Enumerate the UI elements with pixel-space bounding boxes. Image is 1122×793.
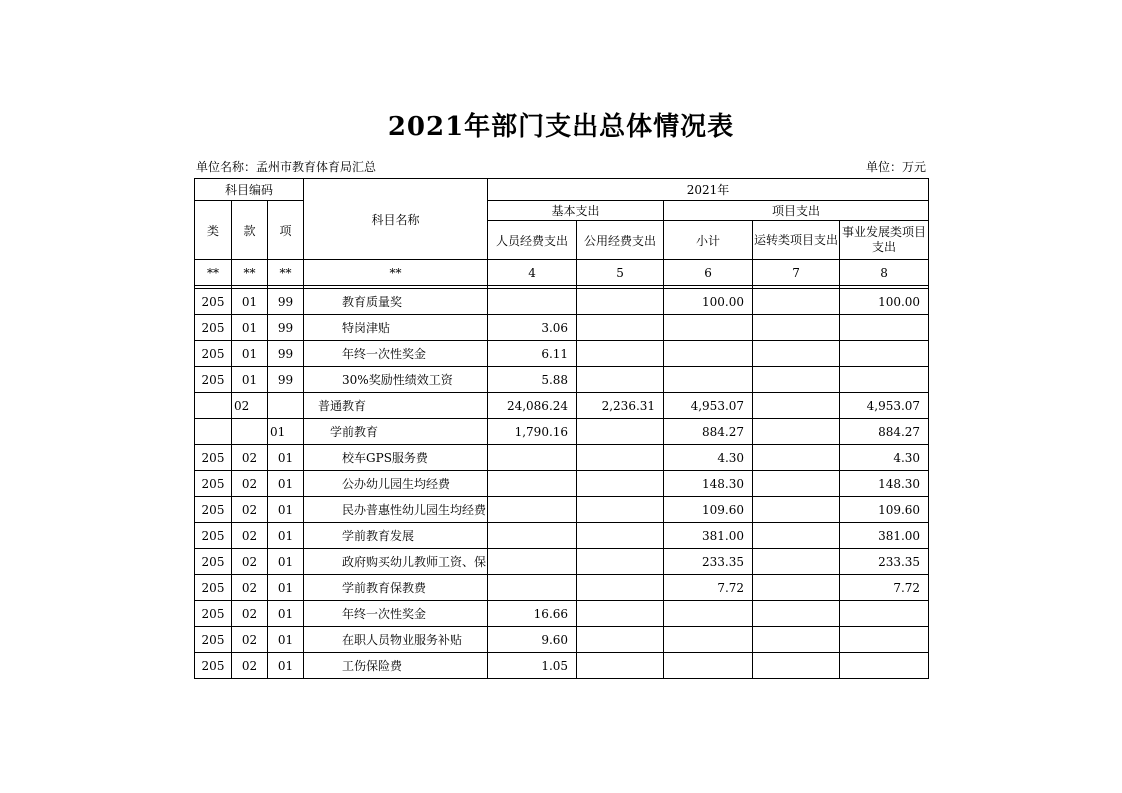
cell-xiang: 01: [268, 549, 304, 575]
cell-personnel: 6.11: [488, 341, 577, 367]
cell-transfer: [753, 627, 840, 653]
cell-public: [577, 549, 664, 575]
cell-transfer: [753, 471, 840, 497]
cell-subject-name: 工伤保险费: [304, 653, 488, 679]
cell-transfer: [753, 653, 840, 679]
cell-subtotal: 109.60: [664, 497, 753, 523]
cell-public: [577, 627, 664, 653]
table-row: [195, 393, 929, 419]
header-kuan: 款: [232, 201, 268, 260]
cell-kuan: 02: [232, 575, 268, 601]
table-row: [195, 341, 929, 367]
table-row: [195, 445, 929, 471]
cell-subject-name: 公办幼儿园生均经费: [304, 471, 488, 497]
cell-kuan: 01: [232, 341, 268, 367]
marker-cell: **: [195, 260, 232, 286]
cell-kuan: 02: [232, 653, 268, 679]
cell-subtotal: [664, 315, 753, 341]
cell-subtotal: 7.72: [664, 575, 753, 601]
cell-development: 4.30: [840, 445, 929, 471]
header-basic: 基本支出: [488, 201, 664, 221]
marker-cell: 5: [577, 260, 664, 286]
cell-subtotal: [664, 341, 753, 367]
cell-personnel: 9.60: [488, 627, 577, 653]
cell-lei: [195, 419, 232, 445]
cell-subtotal: 4.30: [664, 445, 753, 471]
cell-xiang: 01: [268, 523, 304, 549]
marker-cell: 6: [664, 260, 753, 286]
cell-subtotal: 233.35: [664, 549, 753, 575]
header-development: 事业发展类项目支出: [840, 221, 929, 260]
cell-public: 2,236.31: [577, 393, 664, 419]
cell-subject-name: 年终一次性奖金: [304, 341, 488, 367]
cell-transfer: [753, 315, 840, 341]
table-row: [195, 549, 929, 575]
table-row: [195, 601, 929, 627]
cell-xiang: 01: [268, 601, 304, 627]
cell-subject-name: 普通教育: [304, 393, 488, 419]
header-year: 2021年: [488, 179, 929, 201]
cell-personnel: [488, 289, 577, 315]
header-subject-name: 科目名称: [304, 179, 488, 260]
cell-transfer: [753, 367, 840, 393]
cell-personnel: [488, 471, 577, 497]
cell-xiang: 99: [268, 289, 304, 315]
cell-personnel: [488, 497, 577, 523]
cell-subtotal: [664, 627, 753, 653]
cell-xiang: 99: [268, 367, 304, 393]
cell-xiang: 01: [268, 653, 304, 679]
cell-lei: 205: [195, 601, 232, 627]
cell-subject-name: 特岗津贴: [304, 315, 488, 341]
cell-development: [840, 627, 929, 653]
cell-kuan: 01: [232, 289, 268, 315]
cell-public: [577, 445, 664, 471]
cell-transfer: [753, 549, 840, 575]
cell-transfer: [753, 289, 840, 315]
cell-development: [840, 315, 929, 341]
cell-lei: 205: [195, 653, 232, 679]
header-xiang: 项: [268, 201, 304, 260]
cell-lei: 205: [195, 497, 232, 523]
cell-kuan: 02: [232, 601, 268, 627]
cell-public: [577, 471, 664, 497]
cell-personnel: 1.05: [488, 653, 577, 679]
cell-transfer: [753, 497, 840, 523]
table-row: [195, 315, 929, 341]
marker-cell: 4: [488, 260, 577, 286]
unit-name-label: 单位名称：孟州市教育体育局汇总: [196, 160, 377, 174]
table-row: [195, 653, 929, 679]
cell-public: [577, 289, 664, 315]
cell-subject-name: 学前教育发展: [304, 523, 488, 549]
cell-subject-name: 在职人员物业服务补贴: [304, 627, 488, 653]
marker-row: [195, 260, 929, 286]
cell-kuan: 01: [232, 315, 268, 341]
header-lei: 类: [195, 201, 232, 260]
table-row: [195, 289, 929, 315]
table-row: [195, 627, 929, 653]
cell-subject-name: 年终一次性奖金: [304, 601, 488, 627]
cell-subtotal: 148.30: [664, 471, 753, 497]
cell-subject-name: 政府购买幼儿教师工资、保: [304, 549, 488, 575]
cell-subject-name: 学前教育保教费: [304, 575, 488, 601]
cell-development: 109.60: [840, 497, 929, 523]
expenditure-table: [194, 178, 929, 679]
table-row: [195, 471, 929, 497]
cell-public: [577, 315, 664, 341]
cell-public: [577, 523, 664, 549]
cell-lei: 205: [195, 575, 232, 601]
cell-transfer: [753, 419, 840, 445]
marker-cell: **: [232, 260, 268, 286]
cell-personnel: 24,086.24: [488, 393, 577, 419]
cell-personnel: [488, 575, 577, 601]
table-row: [195, 419, 929, 445]
cell-kuan: 02: [232, 627, 268, 653]
cell-subject-name: 30%奖励性绩效工资: [304, 367, 488, 393]
cell-public: [577, 653, 664, 679]
cell-transfer: [753, 523, 840, 549]
unit-label: 单位：万元: [865, 160, 926, 174]
cell-development: [840, 653, 929, 679]
cell-xiang: 01: [268, 419, 304, 445]
cell-xiang: 01: [268, 471, 304, 497]
table-row: [195, 523, 929, 549]
cell-xiang: 01: [268, 497, 304, 523]
cell-public: [577, 601, 664, 627]
cell-xiang: 01: [268, 445, 304, 471]
cell-lei: 205: [195, 341, 232, 367]
cell-kuan: 02: [232, 445, 268, 471]
cell-public: [577, 341, 664, 367]
cell-personnel: [488, 445, 577, 471]
cell-xiang: [268, 393, 304, 419]
cell-kuan: [232, 419, 268, 445]
table-row: [195, 497, 929, 523]
page-title: 2021年部门支出总体情况表: [387, 112, 735, 142]
cell-xiang: 99: [268, 315, 304, 341]
cell-transfer: [753, 601, 840, 627]
cell-subtotal: 381.00: [664, 523, 753, 549]
cell-subtotal: 884.27: [664, 419, 753, 445]
cell-lei: 205: [195, 627, 232, 653]
cell-development: 148.30: [840, 471, 929, 497]
cell-lei: 205: [195, 445, 232, 471]
cell-kuan: 02: [232, 393, 268, 419]
cell-development: 4,953.07: [840, 393, 929, 419]
cell-personnel: [488, 549, 577, 575]
marker-cell: **: [304, 260, 488, 286]
cell-lei: 205: [195, 367, 232, 393]
cell-development: [840, 367, 929, 393]
cell-transfer: [753, 393, 840, 419]
header-public: 公用经费支出: [577, 221, 664, 260]
table-row: [195, 575, 929, 601]
cell-development: [840, 341, 929, 367]
cell-transfer: [753, 575, 840, 601]
cell-subject-name: 教育质量奖: [304, 289, 488, 315]
cell-public: [577, 575, 664, 601]
cell-xiang: 01: [268, 627, 304, 653]
cell-personnel: 3.06: [488, 315, 577, 341]
header-code-group: 科目编码: [195, 179, 304, 201]
cell-personnel: 16.66: [488, 601, 577, 627]
cell-public: [577, 497, 664, 523]
header-project: 项目支出: [664, 201, 929, 221]
cell-public: [577, 367, 664, 393]
cell-development: [840, 601, 929, 627]
cell-kuan: 01: [232, 367, 268, 393]
marker-cell: **: [268, 260, 304, 286]
header-transfer: 运转类项目支出: [753, 221, 840, 260]
cell-subtotal: 4,953.07: [664, 393, 753, 419]
cell-subtotal: 100.00: [664, 289, 753, 315]
cell-development: 7.72: [840, 575, 929, 601]
table-row: [195, 367, 929, 393]
cell-kuan: 02: [232, 549, 268, 575]
cell-subtotal: [664, 653, 753, 679]
cell-development: 233.35: [840, 549, 929, 575]
cell-subject-name: 民办普惠性幼儿园生均经费: [304, 497, 488, 523]
cell-subject-name: 学前教育: [304, 419, 488, 445]
cell-kuan: 02: [232, 471, 268, 497]
cell-development: 884.27: [840, 419, 929, 445]
cell-xiang: 99: [268, 341, 304, 367]
marker-cell: 8: [840, 260, 929, 286]
cell-development: 100.00: [840, 289, 929, 315]
cell-subtotal: [664, 601, 753, 627]
cell-lei: 205: [195, 549, 232, 575]
cell-personnel: 5.88: [488, 367, 577, 393]
cell-subject-name: 校车GPS服务费: [304, 445, 488, 471]
cell-kuan: 02: [232, 497, 268, 523]
cell-xiang: 01: [268, 575, 304, 601]
cell-personnel: 1,790.16: [488, 419, 577, 445]
cell-development: 381.00: [840, 523, 929, 549]
cell-lei: 205: [195, 471, 232, 497]
marker-cell: 7: [753, 260, 840, 286]
cell-kuan: 02: [232, 523, 268, 549]
cell-transfer: [753, 341, 840, 367]
cell-lei: 205: [195, 289, 232, 315]
cell-transfer: [753, 445, 840, 471]
cell-personnel: [488, 523, 577, 549]
header-subtotal: 小计: [664, 221, 753, 260]
cell-lei: [195, 393, 232, 419]
cell-lei: 205: [195, 523, 232, 549]
cell-public: [577, 419, 664, 445]
header-personnel: 人员经费支出: [488, 221, 577, 260]
cell-subtotal: [664, 367, 753, 393]
cell-lei: 205: [195, 315, 232, 341]
